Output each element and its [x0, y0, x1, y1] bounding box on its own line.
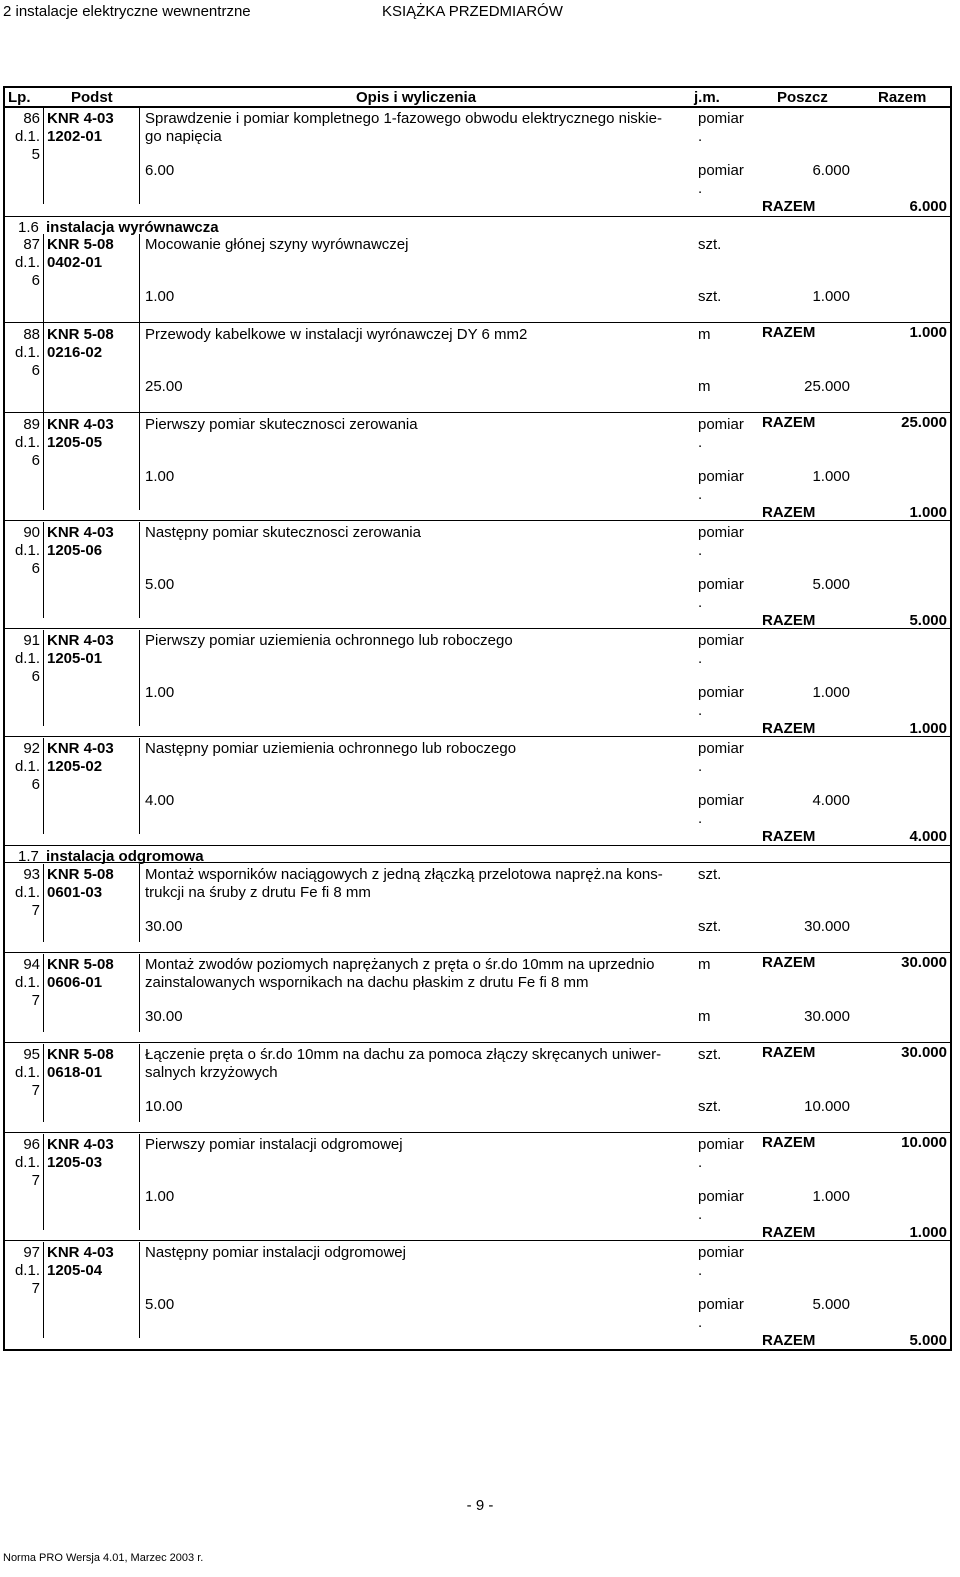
- razem-label: RAZEM: [762, 1224, 816, 1241]
- item-ref-sub: 7: [31, 902, 40, 919]
- column-divider: [139, 324, 140, 420]
- row-divider: [3, 952, 952, 953]
- calc-dot: .: [698, 1314, 703, 1331]
- unit-label: szt.: [698, 236, 722, 253]
- calc-poszcz: 1.000: [812, 684, 850, 701]
- razem-value: 6.000: [909, 198, 947, 215]
- item-number: 93: [23, 866, 40, 883]
- item-ref-sub: 6: [31, 452, 40, 469]
- calc-dot: .: [698, 486, 703, 503]
- item-description: Pierwszy pomiar uziemienia ochronnego lub roboczego: [145, 632, 513, 649]
- column-header-opis: Opis i wyliczenia: [356, 89, 477, 106]
- row-divider: [3, 628, 952, 629]
- item-number: 92: [23, 740, 40, 757]
- column-divider: [43, 864, 44, 942]
- item-number: 88: [23, 326, 40, 343]
- item-number: 90: [23, 524, 40, 541]
- calc-poszcz: 1.000: [812, 288, 850, 305]
- column-header-podst: Podst: [71, 89, 113, 106]
- basis-code: KNR 5-08: [47, 1046, 114, 1063]
- item-ref: d.1.: [14, 1064, 40, 1081]
- item-description: Sprawdzenie i pomiar kompletnego 1-fazowego obwodu elektrycznego niskie-: [145, 110, 662, 127]
- unit-label: pomiar: [698, 524, 744, 541]
- column-divider: [43, 324, 44, 420]
- row-divider: [3, 412, 952, 413]
- calc-poszcz: 30.000: [804, 1008, 850, 1025]
- razem-value: 1.000: [909, 720, 947, 737]
- column-divider: [139, 234, 140, 330]
- item-description: Przewody kabelkowe w instalacji wyrónawczej DY 6 mm2: [145, 326, 528, 343]
- unit-dot: .: [698, 542, 703, 559]
- column-divider: [43, 522, 44, 618]
- calc-poszcz: 5.000: [812, 1296, 850, 1313]
- row-divider: [3, 845, 952, 846]
- item-description: Następny pomiar uziemienia ochronnego lub roboczego: [145, 740, 517, 757]
- unit-label: m: [698, 326, 711, 343]
- basis-subcode: 0601-03: [47, 884, 103, 901]
- header-divider: [3, 106, 952, 108]
- razem-value: 1.000: [909, 324, 947, 341]
- item-number: 94: [23, 956, 40, 973]
- razem-label: RAZEM: [762, 324, 816, 341]
- calc-quantity: 4.00: [145, 792, 175, 809]
- item-number: 86: [23, 110, 40, 127]
- basis-subcode: 1205-03: [47, 1154, 103, 1171]
- item-ref-sub: 6: [31, 776, 40, 793]
- calc-quantity: 10.00: [145, 1098, 183, 1115]
- column-divider: [139, 414, 140, 510]
- section-1-7-title: instalacja odgromowa: [46, 848, 204, 865]
- calc-quantity: 25.00: [145, 378, 183, 395]
- page-number: - 9 -: [466, 1497, 494, 1514]
- basis-subcode: 0618-01: [47, 1064, 103, 1081]
- row-divider: [3, 1132, 952, 1133]
- item-ref: d.1.: [14, 434, 40, 451]
- basis-code: KNR 4-03: [47, 1244, 114, 1261]
- calc-poszcz: 5.000: [812, 576, 850, 593]
- item-ref: d.1.: [14, 974, 40, 991]
- item-ref-sub: 7: [31, 1280, 40, 1297]
- unit-dot: .: [698, 128, 703, 145]
- calc-dot: .: [698, 180, 703, 197]
- column-divider: [43, 1134, 44, 1230]
- page-header-right: KSIĄŻKA PRZEDMIARÓW: [382, 3, 563, 20]
- razem-value: 30.000: [901, 1044, 947, 1061]
- unit-dot: .: [698, 758, 703, 775]
- column-divider: [43, 234, 44, 330]
- item-ref-sub: 7: [31, 1172, 40, 1189]
- basis-subcode: 1202-01: [47, 128, 103, 145]
- section-1-6-number: 1.6: [18, 219, 39, 236]
- item-ref-sub: 6: [31, 668, 40, 685]
- basis-code: KNR 4-03: [47, 1136, 114, 1153]
- basis-subcode: 1205-06: [47, 542, 103, 559]
- calc-poszcz: 4.000: [812, 792, 850, 809]
- column-divider: [139, 954, 140, 1032]
- razem-value: 5.000: [909, 612, 947, 629]
- calc-unit: pomiar: [698, 792, 744, 809]
- razem-value: 4.000: [909, 828, 947, 845]
- calc-poszcz: 1.000: [812, 468, 850, 485]
- item-description-2: trukcji na śruby z drutu Fe fi 8 mm: [145, 884, 371, 901]
- unit-label: pomiar: [698, 110, 744, 127]
- item-description: Montaż zwodów poziomych naprężanych z pręta o śr.do 10mm na uprzednio: [145, 956, 655, 973]
- row-divider: [3, 862, 952, 863]
- razem-label: RAZEM: [762, 954, 816, 971]
- column-divider: [139, 738, 140, 834]
- calc-unit: m: [698, 378, 711, 395]
- basis-subcode: 0216-02: [47, 344, 103, 361]
- unit-label: pomiar: [698, 1244, 744, 1261]
- razem-label: RAZEM: [762, 1134, 816, 1151]
- calc-dot: .: [698, 702, 703, 719]
- calc-quantity: 1.00: [145, 288, 175, 305]
- item-description: Mocowanie głónej szyny wyrównawczej: [145, 236, 409, 253]
- razem-label: RAZEM: [762, 198, 816, 215]
- page-header-left: 2 instalacje elektryczne wewnentrzne: [3, 3, 251, 20]
- column-divider: [43, 414, 44, 510]
- item-ref-sub: 6: [31, 362, 40, 379]
- item-number: 96: [23, 1136, 40, 1153]
- row-divider: [3, 216, 952, 217]
- unit-label: m: [698, 956, 711, 973]
- column-divider: [43, 630, 44, 726]
- calc-poszcz: 30.000: [804, 918, 850, 935]
- razem-value: 30.000: [901, 954, 947, 971]
- column-divider: [139, 1134, 140, 1230]
- column-divider: [43, 1242, 44, 1338]
- calc-poszcz: 6.000: [812, 162, 850, 179]
- basis-subcode: 1205-05: [47, 434, 103, 451]
- item-number: 87: [23, 236, 40, 253]
- item-ref-sub: 6: [31, 560, 40, 577]
- item-ref: d.1.: [14, 1154, 40, 1171]
- unit-dot: .: [698, 1154, 703, 1171]
- basis-code: KNR 4-03: [47, 110, 114, 127]
- item-ref: d.1.: [14, 650, 40, 667]
- basis-subcode: 0606-01: [47, 974, 103, 991]
- item-number: 89: [23, 416, 40, 433]
- razem-value: 1.000: [909, 504, 947, 521]
- basis-code: KNR 4-03: [47, 524, 114, 541]
- column-divider: [139, 522, 140, 618]
- column-divider: [43, 954, 44, 1032]
- calc-unit: pomiar: [698, 468, 744, 485]
- section-1-6-title: instalacja wyrównawcza: [46, 219, 219, 236]
- row-divider: [3, 1240, 952, 1241]
- calc-unit: szt.: [698, 1098, 722, 1115]
- razem-label: RAZEM: [762, 504, 816, 521]
- row-divider: [3, 520, 952, 521]
- basis-subcode: 1205-04: [47, 1262, 103, 1279]
- row-divider: [3, 736, 952, 737]
- row-divider: [3, 322, 952, 323]
- column-divider: [139, 108, 140, 204]
- item-description: Montaż wsporników naciągowych z jedną złączką przelotowa napręż.na kons-: [145, 866, 663, 883]
- column-divider: [43, 108, 44, 204]
- unit-label: pomiar: [698, 632, 744, 649]
- calc-poszcz: 25.000: [804, 378, 850, 395]
- calc-unit: pomiar: [698, 1296, 744, 1313]
- item-ref-sub: 7: [31, 992, 40, 1009]
- unit-label: pomiar: [698, 416, 744, 433]
- razem-label: RAZEM: [762, 828, 816, 845]
- razem-label: RAZEM: [762, 1044, 816, 1061]
- item-description-2: go napięcia: [145, 128, 222, 145]
- basis-subcode: 1205-02: [47, 758, 103, 775]
- item-description-2: zainstalowanych wspornikach na dachu płaskim z drutu Fe fi 8 mm: [145, 974, 589, 991]
- razem-value: 25.000: [901, 414, 947, 431]
- column-header-jm: j.m.: [694, 89, 720, 106]
- boq-table: [3, 86, 952, 1351]
- basis-code: KNR 4-03: [47, 632, 114, 649]
- item-ref: d.1.: [14, 884, 40, 901]
- calc-dot: .: [698, 1206, 703, 1223]
- calc-unit: pomiar: [698, 162, 744, 179]
- basis-code: KNR 5-08: [47, 236, 114, 253]
- item-description: Łączenie pręta o śr.do 10mm na dachu za pomoca złączy skręcanych uniwer-: [145, 1046, 662, 1063]
- razem-value: 1.000: [909, 1224, 947, 1241]
- item-description: Pierwszy pomiar instalacji odgromowej: [145, 1136, 403, 1153]
- column-divider: [139, 864, 140, 942]
- column-divider: [139, 630, 140, 726]
- calc-quantity: 5.00: [145, 1296, 175, 1313]
- item-ref: d.1.: [14, 542, 40, 559]
- razem-label: RAZEM: [762, 612, 816, 629]
- basis-code: KNR 4-03: [47, 740, 114, 757]
- item-description: Pierwszy pomiar skutecznosci zerowania: [145, 416, 418, 433]
- unit-label: pomiar: [698, 1136, 744, 1153]
- basis-code: KNR 5-08: [47, 956, 114, 973]
- basis-subcode: 1205-01: [47, 650, 103, 667]
- item-ref: d.1.: [14, 128, 40, 145]
- calc-unit: szt.: [698, 918, 722, 935]
- calc-quantity: 30.00: [145, 1008, 183, 1025]
- basis-code: KNR 5-08: [47, 866, 114, 883]
- item-ref: d.1.: [14, 758, 40, 775]
- column-header-poszcz: Poszcz: [777, 89, 828, 106]
- calc-quantity: 6.00: [145, 162, 175, 179]
- item-number: 95: [23, 1046, 40, 1063]
- razem-label: RAZEM: [762, 1332, 816, 1349]
- calc-unit: m: [698, 1008, 711, 1025]
- calc-quantity: 1.00: [145, 684, 175, 701]
- item-ref: d.1.: [14, 1262, 40, 1279]
- column-divider: [43, 738, 44, 834]
- calc-dot: .: [698, 810, 703, 827]
- unit-label: szt.: [698, 866, 722, 883]
- column-divider: [43, 1044, 44, 1122]
- unit-dot: .: [698, 650, 703, 667]
- column-divider: [139, 1044, 140, 1122]
- footer-note: Norma PRO Wersja 4.01, Marzec 2003 r.: [3, 1552, 204, 1564]
- item-description: Następny pomiar instalacji odgromowej: [145, 1244, 406, 1261]
- calc-poszcz: 1.000: [812, 1188, 850, 1205]
- calc-quantity: 1.00: [145, 1188, 175, 1205]
- calc-quantity: 30.00: [145, 918, 183, 935]
- basis-subcode: 0402-01: [47, 254, 103, 271]
- item-number: 91: [23, 632, 40, 649]
- calc-unit: pomiar: [698, 576, 744, 593]
- item-ref-sub: 7: [31, 1082, 40, 1099]
- calc-unit: pomiar: [698, 684, 744, 701]
- razem-label: RAZEM: [762, 720, 816, 737]
- item-description-2: salnych krzyżowych: [145, 1064, 278, 1081]
- calc-unit: szt.: [698, 288, 722, 305]
- basis-code: KNR 4-03: [47, 416, 114, 433]
- unit-dot: .: [698, 434, 703, 451]
- item-ref-sub: 5: [31, 146, 40, 163]
- section-1-7-number: 1.7: [18, 848, 39, 865]
- column-header-razem: Razem: [878, 89, 927, 106]
- unit-dot: .: [698, 1262, 703, 1279]
- calc-dot: .: [698, 594, 703, 611]
- item-ref-sub: 6: [31, 272, 40, 289]
- item-ref: d.1.: [14, 344, 40, 361]
- row-divider: [3, 1042, 952, 1043]
- unit-label: szt.: [698, 1046, 722, 1063]
- item-ref: d.1.: [14, 254, 40, 271]
- item-description: Następny pomiar skutecznosci zerowania: [145, 524, 421, 541]
- unit-label: pomiar: [698, 740, 744, 757]
- item-number: 97: [23, 1244, 40, 1261]
- calc-quantity: 1.00: [145, 468, 175, 485]
- column-divider: [139, 1242, 140, 1338]
- calc-quantity: 5.00: [145, 576, 175, 593]
- razem-label: RAZEM: [762, 414, 816, 431]
- calc-poszcz: 10.000: [804, 1098, 850, 1115]
- razem-value: 10.000: [901, 1134, 947, 1151]
- calc-unit: pomiar: [698, 1188, 744, 1205]
- column-header-lp: Lp.: [8, 89, 31, 106]
- basis-code: KNR 5-08: [47, 326, 114, 343]
- razem-value: 5.000: [909, 1332, 947, 1349]
